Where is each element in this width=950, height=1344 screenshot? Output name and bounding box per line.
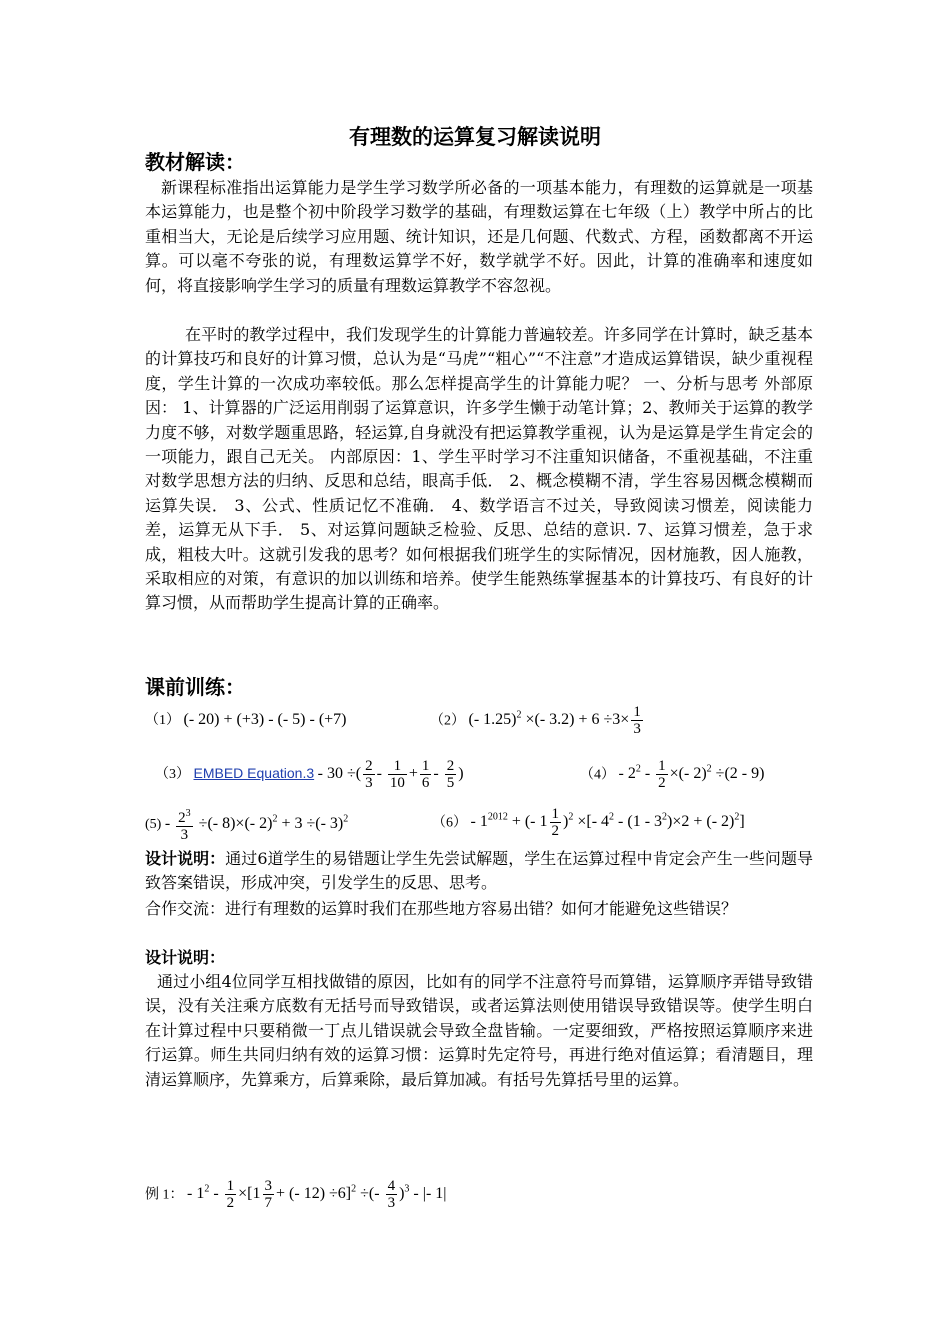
problem-4 — [580, 758, 764, 791]
problem-5-expression: - $\frac{2^3}{3}$ ÷(- 8)×(- 2)$^2$ + 3 ÷(- 3)$^2$ — [164, 808, 349, 843]
problem-1 — [145, 708, 347, 733]
problem-1-expression: (- 20) + (+3) - (- 5) - (+7) — [183, 711, 347, 728]
problem-6-expression: - $1^{2012}$ + (- 1 $\frac{1}{2}$ )$^2$ ×[- $4^2 - (1 - 3^2)\times 2$ + (- 2)$^2$] — [470, 806, 745, 840]
problem-5 — [145, 806, 348, 843]
problem-2-label: （2） — [430, 713, 465, 729]
document-title: 有理数的运算复习解读说明 — [349, 124, 601, 149]
problem-2 — [430, 704, 645, 737]
cooperation-paragraph: 合作交流：进行有理数的运算时我们在那些地方容易出错？如何才能避免这些错误？ — [145, 899, 738, 918]
design-note-1: 设计说明：通过6道学生的易错题让学生先尝试解题，学生在运算过程中肯定会产生一些问题导致答案错误，形成冲突，引发学生的反思、思考。 — [145, 849, 813, 893]
example-1 — [145, 1178, 446, 1211]
heading-pretrain: 课前训练： — [145, 675, 245, 699]
embed-equation-link[interactable]: EMBED Equation.3 — [193, 765, 315, 782]
problem-1-label: （1） — [145, 713, 180, 728]
design-note-2-label: 设计说明： — [145, 948, 226, 967]
problem-4-label: （4） — [580, 767, 615, 783]
problem-6-label: （6） — [432, 815, 467, 831]
example-1-label: 例 1： — [145, 1187, 184, 1203]
problem-2-expression: (- 1.25)$^2$ ×(- 3.2) + 6 ÷3× $\frac{1}{3}$ — [468, 704, 641, 738]
heading-textbook: 教材解读： — [145, 150, 245, 174]
paragraph-intro: 新课程标准指出运算能力是学生学习数学所必备的一项基本能力，有理数的运算就是一项基本运算能力，也是整个初中阶段学习数学的基础，有理数运算在七年级（上）教学中所占的比重相当大，无论是后续学习应用题、统计知识，还是几何题、代数式、方程，函数都离不开运算。可以毫不夸张的说，有理数运算学不好，数学就学不好。因此，计算的准确率和速度如何，将直接影响学生学习的质量有理数运算教学不容忽视。 — [145, 178, 813, 295]
problem-5-label: (5) — [145, 817, 162, 833]
problem-3-label: （3） — [155, 767, 190, 783]
paragraph-summary: 通过小组4位同学互相找做错的原因，比如有的同学不注意符号而算错，运算顺序弄错导致错误，没有关注乘方底数有无括号而导致错误，或者运算法则使用错误导致错误等。使学生明白在计算过程中只要稍微一丁点儿错误就会导致全盘皆输。一定要细致，严格按照运算顺序来进行运算。师生共同归纳有效的运算习惯：运算时先定符号，再进行绝对值运算；看清题目，理清运算顺序，先算乘方，后算乘除，最后算加减。有括号先算括号里的运算。 — [145, 972, 813, 1089]
paragraph-analysis: 在平时的教学过程中，我们发现学生的计算能力普遍较差。许多同学在计算时，缺乏基本的计算技巧和良好的计算习惯，总认为是“马虎”“粗心”“不注意”才造成运算错误，缺少重视程度，学生计算的一次成功率较低。那么怎样提高学生的计算能力呢？ 一、分析与思考 外部原因： 1、计算器的广泛运用削弱了运算意识，许多学生懒于动笔计算；2、教师关于运算的教学力度不够，对数学题重思路，轻运算,自身就没有把运算教学重视，认为是运算是学生肯定会的一项能力，跟自己无关。 内部原因：1、学生平时学习不注重知识储备，不重视基础，不注重对数学思想方法的归纳、反思和总结，眼高手低． 2、概念模糊不清，学生容易因概念模糊而运算失误． 3、公式、性质记忆不准确． 4、数学语言不过关，导致阅读习惯差，阅读能力差，运算无从下手． 5、对运算问题缺乏检验、反思、总结的意识. 7、运算习惯差，急于求成，粗枝大叶。这就引发我的思考？如何根据我们班学生的实际情况，因材施教，因人施教，采取相应的对策，有意识的加以训练和培养。使学生能熟练掌握基本的计算技巧、有良好的计算习惯，从而帮助学生提高计算的正确率。 — [145, 325, 813, 613]
problem-3-expression: - 30 ÷( $\frac{2}{3}$ - $\frac{1}{10}$ + $\frac{1}{6}$ - $\frac{2}{5}$ ) — [317, 758, 464, 791]
problem-6 — [432, 806, 745, 839]
example-1-expression: - $1^2$ - $\frac{1}{2}$ ×[1 $\frac{3}{7}$ + (- 12) ÷6]$^2$ ÷(- $\frac{4}{3}$ )$^3$ - |- 1| — [187, 1178, 447, 1212]
problem-3 — [155, 758, 464, 791]
problem-4-expression: - $2^2$ - $\frac{1}{2}$ ×(- 2)$^2$ ÷(2 - 9) — [618, 758, 765, 792]
